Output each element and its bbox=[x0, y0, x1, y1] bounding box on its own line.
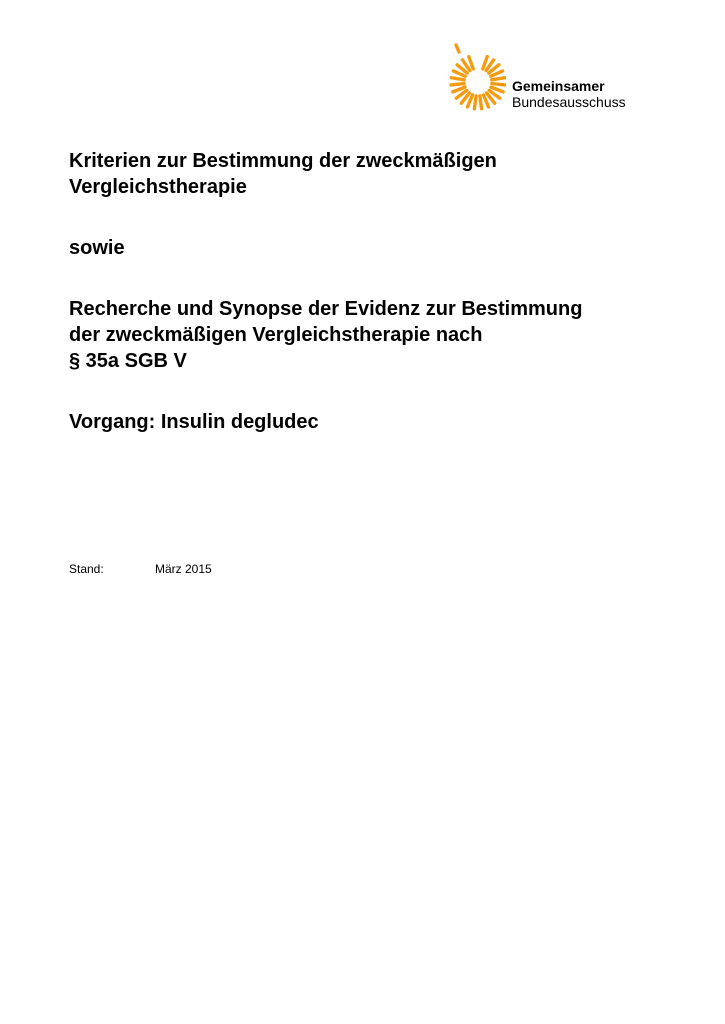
title-sowie bbox=[69, 235, 125, 261]
logo-ray bbox=[474, 96, 476, 109]
title-criteria-line-1: Kriterien zur Bestimmung der zweckmäßigen bbox=[69, 150, 497, 172]
title-recherche-line-3: § 35a SGB V bbox=[69, 350, 187, 372]
stand-date: März 2015 bbox=[155, 562, 212, 576]
sunburst-logo-icon bbox=[444, 42, 506, 114]
logo-ray bbox=[480, 96, 482, 109]
logo-line-bundesausschuss: Bundesausschuss bbox=[512, 94, 626, 110]
logo-line-gemeinsamer: Gemeinsamer bbox=[512, 78, 605, 94]
title-sowie-text: sowie bbox=[69, 237, 125, 259]
gba-logo bbox=[444, 42, 644, 114]
title-recherche-line-1: Recherche und Synopse der Evidenz zur Bestimmung bbox=[69, 298, 583, 320]
title-vorgang bbox=[69, 409, 319, 435]
logo-ray bbox=[451, 84, 464, 85]
stand-label: Stand: bbox=[69, 562, 104, 576]
logo-ray bbox=[492, 78, 505, 80]
title-vorgang-text: Vorgang: Insulin degludec bbox=[69, 411, 319, 433]
logo-ray bbox=[451, 78, 464, 80]
logo-text bbox=[512, 78, 626, 110]
title-recherche-line-2: der zweckmäßigen Vergleichstherapie nach bbox=[69, 324, 483, 346]
title-criteria-line-2: Vergleichstherapie bbox=[69, 176, 247, 198]
title-criteria bbox=[69, 148, 497, 200]
logo-ray bbox=[492, 84, 505, 85]
logo-ray-top bbox=[456, 45, 459, 52]
title-recherche bbox=[69, 296, 582, 374]
